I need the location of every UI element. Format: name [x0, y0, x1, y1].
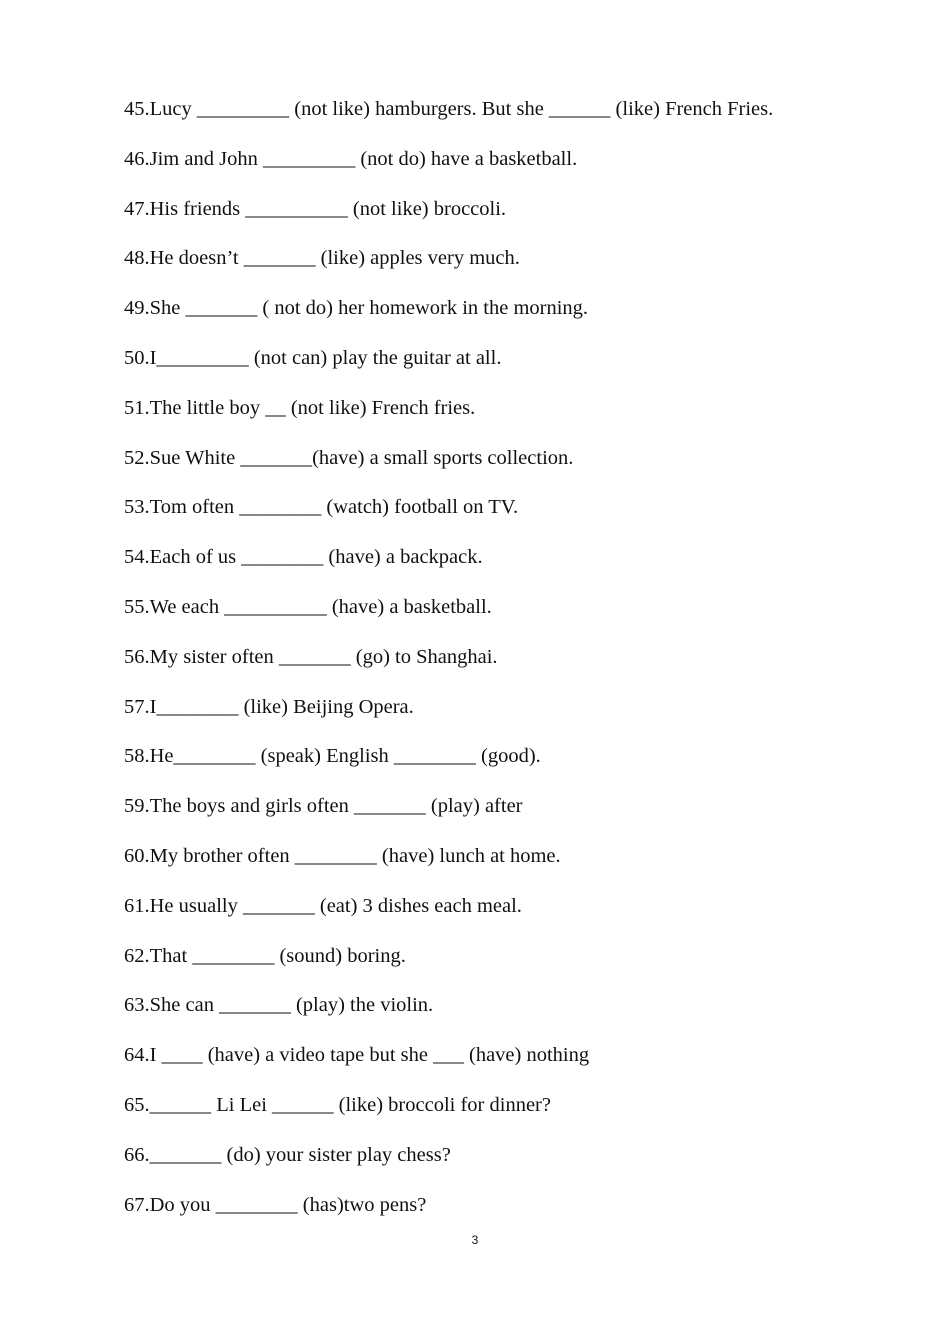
exercise-line-51: 51.The little boy __ (not like) French fries. [124, 396, 476, 419]
exercise-line-62: 62.That ________ (sound) boring. [124, 944, 406, 967]
exercise-line-50: 50.I_________ (not can) play the guitar at all. [124, 346, 502, 369]
exercise-line-64: 64.I ____ (have) a video tape but she ___ (have) nothing [124, 1044, 590, 1067]
exercise-line-63: 63.She can _______ (play) the violin. [124, 994, 434, 1017]
exercise-line-59: 59.The boys and girls often _______ (play) after [124, 795, 523, 818]
exercise-line-48: 48.He doesn’t _______ (like) apples very much. [124, 247, 520, 270]
exercise-line-56: 56.My sister often _______ (go) to Shanghai. [124, 645, 498, 668]
exercise-line-46: 46.Jim and John _________ (not do) have a basketball. [124, 147, 578, 170]
exercise-line-45: 45.Lucy _________ (not like) hamburgers. But she ______ (like) French Fries. [124, 98, 774, 120]
exercise-line-52: 52.Sue White _______(have) a small sports collection. [124, 446, 574, 469]
exercise-line-57: 57.I________ (like) Beijing Opera. [124, 695, 414, 718]
exercise-list [124, 94, 924, 1239]
exercise-line-58: 58.He________ (speak) English ________ (good). [124, 745, 541, 768]
exercise-line-49: 49.She _______ ( not do) her homework in the morning. [124, 297, 589, 320]
exercise-line-61: 61.He usually _______ (eat) 3 dishes each meal. [124, 894, 522, 917]
exercise-line-54: 54.Each of us ________ (have) a backpack. [124, 546, 483, 569]
page-number: 3 [471, 1233, 479, 1247]
exercise-line-66: 66._______ (do) your sister play chess? [124, 1143, 451, 1166]
exercise-line-55: 55.We each __________ (have) a basketball. [124, 595, 492, 618]
exercise-line-67: 67.Do you ________ (has)two pens? [124, 1193, 427, 1216]
exercise-line-53: 53.Tom often ________ (watch) football on TV. [124, 496, 519, 519]
exercise-line-47: 47.His friends __________ (not like) broccoli. [124, 197, 507, 220]
exercise-line-65: 65.______ Li Lei ______ (like) broccoli for dinner? [124, 1093, 551, 1116]
exercise-line-60: 60.My brother often ________ (have) lunch at home. [124, 844, 561, 867]
